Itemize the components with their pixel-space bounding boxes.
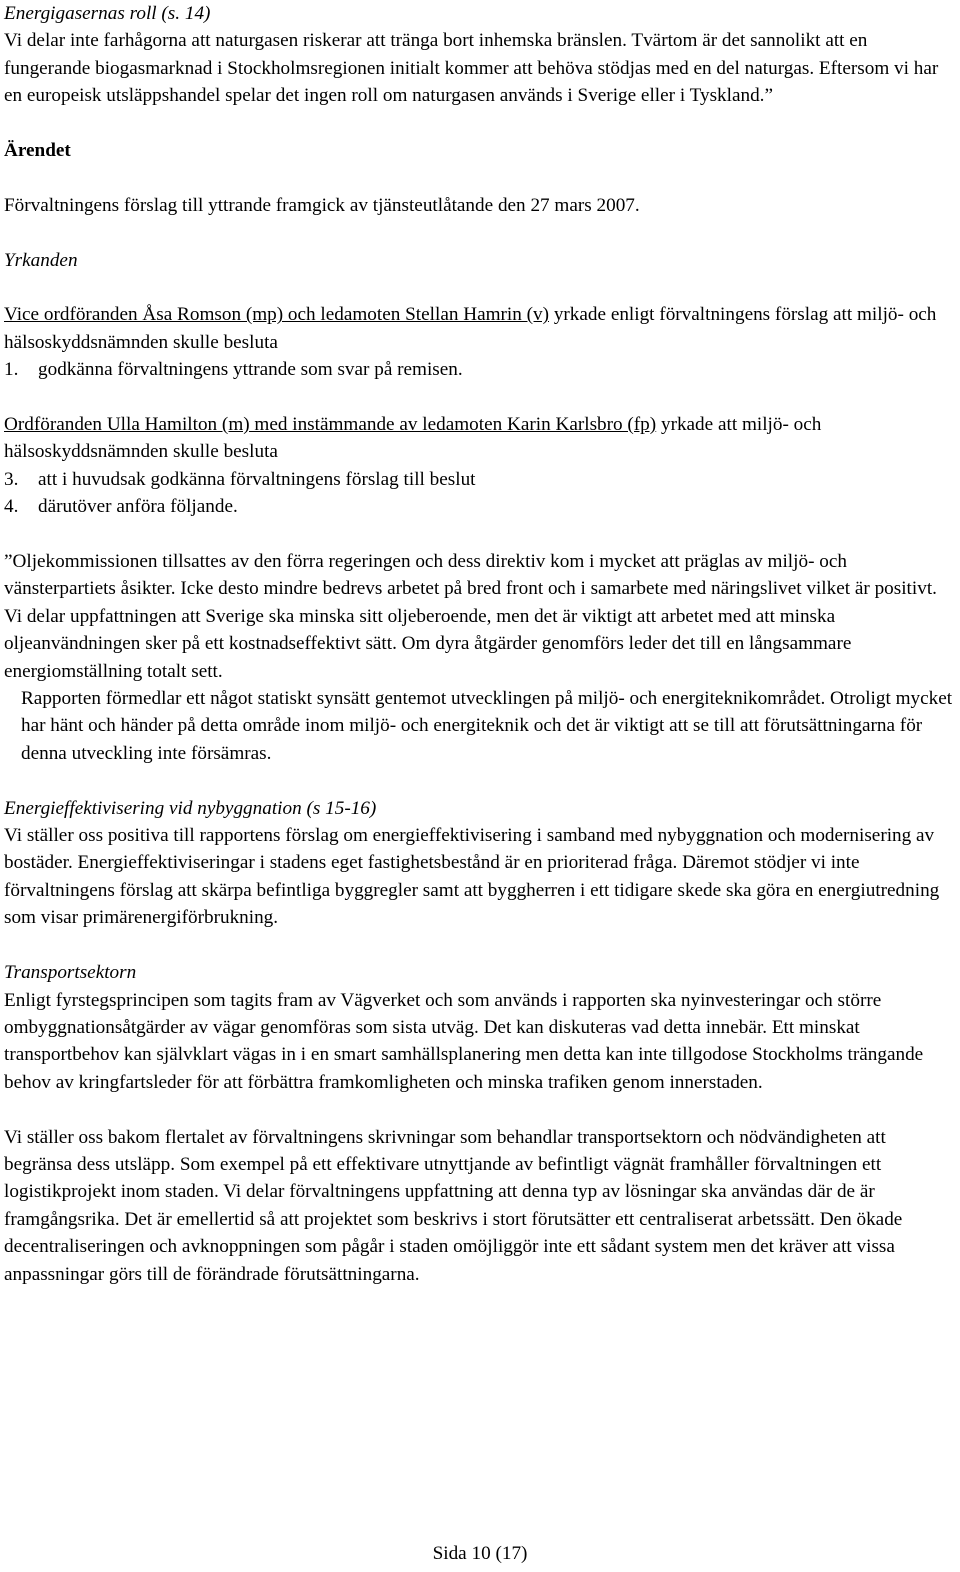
spacer <box>4 932 956 959</box>
paragraph-yrkande-2 <box>4 411 956 466</box>
spacer <box>4 767 956 794</box>
spacer <box>4 164 956 191</box>
yrkande-2-list <box>4 466 956 521</box>
spacer <box>4 1096 956 1123</box>
list-item <box>4 356 956 383</box>
paragraph-fyrstegsprincipen: Enligt fyrstegsprincipen som tagits fram av Vägverket och som används i rapporten ska nyinvesteringar och större ombyggnationsåtgärder av vägar genomföras som sista utväg. Det kan diskuteras vad detta innebär. Ett minskat transportbehov kan självklart vägas in i en smart samhällsplanering men detta kan inte tillgodose Stockholms trängande behov av kringfartsleder för att förbättra framkomligheten och minska trafiken genom innerstaden. <box>4 989 924 1093</box>
list-item-text: därutöver anföra följande. <box>38 496 238 518</box>
paragraph-oljekommissionen: ”Oljekommissionen tillsattes av den förra regeringen och dess direktiv kom i mycket att präglas av miljö- och vänsterpartiets åsikter. Icke desto mindre bedrevs arbetet på bred front och i samarbete med näringslivet vilket är positivt. Vi delar uppfattningen att Sverige ska minska sitt oljeberoende, men det är viktigt att arbetet med att minska oljeanvändningen sker på ett kostnadseffektivt sätt. Om dyra åtgärder genomförs leder det till en långsammare energiomställning totalt sett. <box>4 551 937 682</box>
paragraph-yrkande-1 <box>4 301 956 356</box>
list-item <box>4 493 956 520</box>
spacer <box>4 521 956 548</box>
spacer <box>4 274 956 301</box>
paragraph-arendet: Förvaltningens förslag till yttrande framgick av tjänsteutlåtande den 27 mars 2007. <box>4 194 640 216</box>
yrkande-1-names: Vice ordföranden Åsa Romson (mp) och ledamoten Stellan Hamrin (v) <box>4 304 550 326</box>
list-item-number: 3. <box>4 468 19 490</box>
paragraph-rapporten: Rapporten förmedlar ett något statiskt synsätt gentemot utvecklingen på miljö- och energiteknikområdet. Otroligt mycket har hänt och händer på detta område inom miljö- och energiteknik och det är viktigt att se till att förutsättningarna för denna utveckling inte försämras. <box>21 688 953 764</box>
section-heading-energigasernas-roll: Energigasernas roll (s. 14) <box>4 3 211 24</box>
list-item-number: 1. <box>4 359 19 381</box>
section-heading-yrkanden: Yrkanden <box>4 249 78 271</box>
page-number: Sida 10 (17) <box>432 1543 528 1564</box>
paragraph-transportsektorn-2: Vi ställer oss bakom flertalet av förvaltningens skrivningar som behandlar transportsektorn och nödvändigheten att begränsa dess utsläpp. Som exempel på ett effektivare utnyttjande av befintligt vägnät framhåller förvaltningen ett logistikprojekt inom staden. Vi delar förvaltningens uppfattning att denna typ av lösningar ska användas där de är framgångsrika. Det är emellertid så att projektet som beskrivs i stort förutsätter ett centraliserat arbetssätt. Den ökade decentraliseringen och avknoppningen som pågår i staden omöjliggör inte ett sådant system men det kräver att vissa anpassningar görs till de förändrade förutsättningarna. <box>4 1126 903 1285</box>
document-page <box>4 0 956 1288</box>
spacer <box>4 384 956 411</box>
yrkande-2-text: yrkade att miljö- och hälsoskyddsnämnden skulle besluta <box>4 414 822 463</box>
spacer <box>4 110 956 137</box>
paragraph-energigasernas-roll: Vi delar inte farhågorna att naturgasen riskerar att tränga bort inhemska bränslen. Tvärtom är det sannolikt att en fungerande biogasmarknad i Stockholmsregionen initialt kommer att behöva stödjas med en del naturgas. Eftersom vi har en europeisk utsläppshandel spelar det ingen roll om naturgasen används i Sverige eller i Tyskland.” <box>4 30 939 107</box>
list-item-text: godkänna förvaltningens yttrande som svar på remisen. <box>38 359 463 381</box>
list-item <box>4 466 956 493</box>
spacer <box>4 219 956 246</box>
yrkande-1-list <box>4 356 956 383</box>
list-item-text: att i huvudsak godkänna förvaltningens förslag till beslut <box>38 468 476 490</box>
list-item-number: 4. <box>4 496 19 518</box>
section-heading-transportsektorn: Transportsektorn <box>4 962 137 984</box>
section-heading-energieffektivisering: Energieffektivisering vid nybyggnation (s 15-16) <box>4 797 377 819</box>
yrkande-2-names: Ordföranden Ulla Hamilton (m) med instämmande av ledamoten Karin Karlsbro (fp) <box>4 414 657 436</box>
section-heading-arendet: Ärendet <box>4 140 71 162</box>
paragraph-energieffektivisering: Vi ställer oss positiva till rapportens förslag om energieffektivisering i samband med nybyggnation och modernisering av bostäder. Energieffektiviseringar i stadens eget fastighetsbestånd är en prioriterad fråga. Däremot stödjer vi inte förvaltningens förslag att skärpa befintliga byggregler samt att byggherren i ett tidigare skede ska göra en energiutredning som visar primärenergiförbrukning. <box>4 825 940 929</box>
yrkande-1-text: yrkade enligt förvaltningens förslag att miljö- och hälsoskyddsnämnden skulle besluta <box>4 304 937 353</box>
